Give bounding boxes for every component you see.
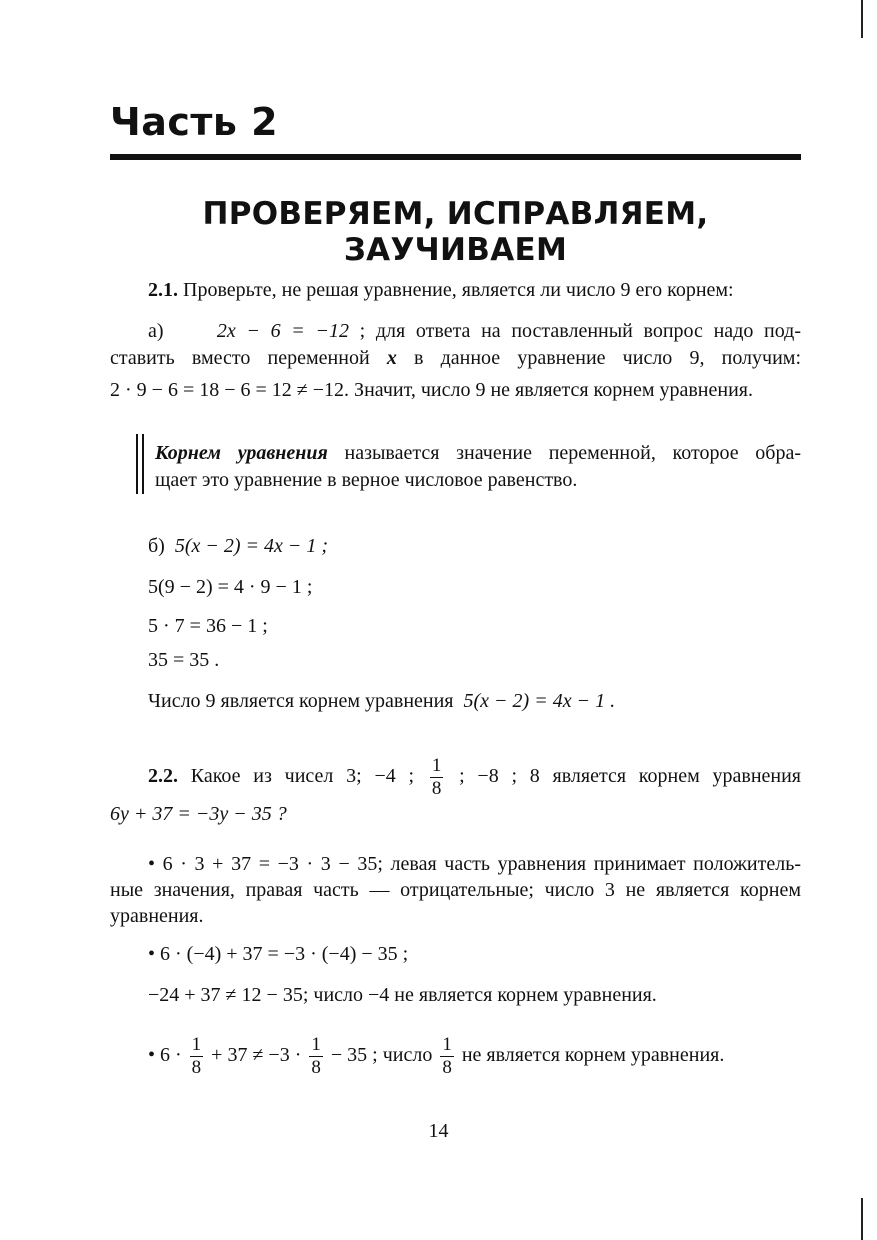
task-2-1-a-line2-prefix: ставить вместо переменной [110,347,370,369]
task-2-2-text-suffix: ; −8 ; 8 является корнем уравнения [459,765,802,787]
task-2-1-a-variable: x [386,347,397,369]
task-2-2-bullet-2-eq: • 6 · (−4) + 37 = −3 · (−4) − 35 ; [148,943,409,965]
task-2-2-bullet-2-line2 [148,982,657,1009]
task-2-1-b-conclusion-text: Число 9 является корнем уравнения [148,690,454,712]
task-2-2-bullet-2-line2-eq: −24 + 37 ≠ 12 − 35 [148,984,303,1006]
definition-line2: щает это уравнение в верное числовое равенство. [155,469,578,491]
task-2-1-a-conclusion: . Значит, число 9 не является корнем уравнения. [344,379,753,401]
task-2-1-text: Проверьте, не решая уравнение, является ли число 9 его корнем: [183,279,734,301]
task-2-1-b-step-1-eq: 5(x − 2) = 4x − 1 ; [174,535,329,557]
definition-term: Корнем уравнения [155,442,328,464]
crop-mark-bottom [861,1198,863,1240]
task-2-2-bullet-1-line2: ные значения, правая часть — отрицательные; число 3 не является корнем [110,879,801,901]
bullet-3-fraction-1 [190,1034,204,1079]
fraction-denominator: 8 [442,1056,452,1078]
task-2-2-equation: 6y + 37 = −3y − 35 ? [110,803,287,825]
task-2-1-b-step-1 [148,533,328,560]
task-2-1-a-line2-suffix: в данное уравнение число 9, получим: [414,347,802,369]
task-2-1-b-step-2: 5(9 − 2) = 4 · 9 − 1 ; [148,576,313,598]
bullet-3-fraction-2 [309,1034,323,1079]
bullet-3-fraction-3 [440,1034,454,1079]
part-title: Часть 2 [110,100,279,144]
crop-mark-top [861,0,863,38]
task-2-1-a-line1-rest: ; для ответа на поставленный вопрос надо под- [359,320,801,342]
task-2-1-b-step-4: 35 = 35 . [148,649,220,671]
definition-line1 [155,440,801,467]
task-2-1-a-line1 [148,318,801,345]
fraction-numerator: 1 [311,1033,321,1055]
task-2-2-bullet-1-line3: уравнения. [110,905,204,927]
task-2-1-a-line2 [110,345,801,372]
task-2-2-bullet-1-line1 [148,851,801,878]
task-2-1-b-conclusion [148,688,615,715]
task-2-2-text-prefix: Какое из чисел 3; −4 ; [190,765,415,787]
bullet-3-part-4: не является корнем уравнения. [461,1044,725,1066]
task-2-1-b-step-3: 5 · 7 = 36 − 1 ; [148,615,268,637]
task-2-1-a-line3 [110,377,753,404]
task-2-1-number: 2.1. [148,279,178,301]
task-2-2-fraction [430,755,444,800]
section-title: ПРОВЕРЯЕМ, ИСПРАВЛЯЕМ, ЗАУЧИВАЕМ [202,196,709,268]
definition-bar [136,434,144,494]
bullet-3-part-2: + 37 ≠ −3 · [211,1044,302,1066]
task-2-2-number: 2.2. [148,765,178,787]
fraction-numerator: 1 [442,1033,452,1055]
fraction-denominator: 8 [311,1056,321,1078]
fraction-denominator: 8 [191,1056,202,1078]
task-2-1-a-label: а) [148,320,164,342]
task-2-1-b-conclusion-eq: 5(x − 2) = 4x − 1 . [463,690,616,712]
task-2-2-bullet-1-eq: • 6 · 3 + 37 = −3 · 3 − 35 [148,853,378,875]
task-2-1-b-label: б) [148,535,165,557]
task-2-2-bullet-3 [148,1030,724,1080]
bullet-3-part-1: • 6 · [148,1044,182,1066]
fraction-numerator: 1 [191,1033,202,1055]
task-2-2-statement [148,751,801,801]
task-2-1-a-check: 2 · 9 − 6 = 18 − 6 = 12 ≠ −12 [110,379,345,401]
bullet-3-part-3: − 35 ; число [330,1044,433,1066]
fraction-numerator: 1 [431,754,442,776]
part-title-rule [110,154,801,160]
task-2-2-bullet-2-line2-rest: ; число −4 не является корнем уравнения. [302,984,657,1006]
fraction-denominator: 8 [431,777,442,799]
task-2-1-statement [148,277,734,304]
task-2-2-bullet-1-rest: ; левая часть уравнения принимает положитель- [377,853,801,875]
definition-line1-rest: называется значение переменной, которое обра- [344,442,801,464]
task-2-1-a-equation: 2x − 6 = −12 [216,320,349,342]
page-number: 14 [428,1120,449,1142]
